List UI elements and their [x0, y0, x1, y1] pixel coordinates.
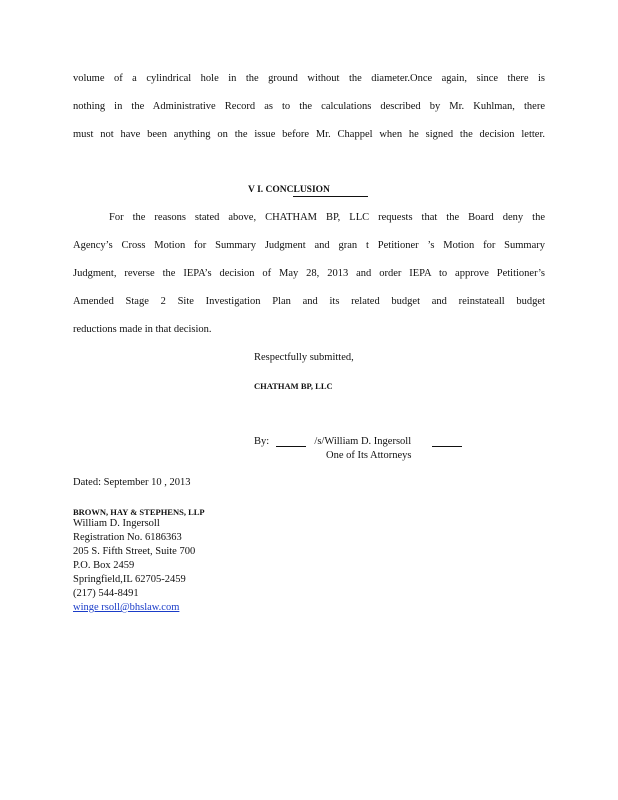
firm-line: Springfield,IL 62705-2459 [73, 574, 186, 585]
firm-name: BROWN, HAY & STEPHENS, LLP [73, 507, 205, 517]
signature-blank-right [432, 436, 462, 447]
signature-role: One of Its Attorneys [326, 450, 412, 461]
by-label: By: [254, 436, 270, 447]
firm-line: 205 S. Fifth Street, Suite 700 [73, 546, 196, 557]
section-heading [248, 185, 330, 195]
section-heading-text: V I. CONCLUSION [248, 185, 330, 195]
heading-underline [293, 196, 368, 197]
conclusion-line: Amended Stage 2 Site Investigation Plan and its related budget and reinstateall budget [73, 296, 545, 307]
firm-line: Registration No. 6186363 [73, 532, 182, 543]
signature-blank-left [276, 436, 306, 447]
body-line: volume of a cylindrical hole in the ground without the diameter.Once again, since there is [73, 73, 545, 84]
body-line: nothing in the Administrative Record as to the calculations described by Mr. Kuhlman, there [73, 101, 545, 112]
date-line: Dated: September 10 , 2013 [73, 477, 191, 488]
signature-party: CHATHAM BP, LLC [254, 381, 333, 391]
signer-name: /s/William D. Ingersoll [314, 436, 412, 447]
conclusion-line: For the reasons stated above, CHATHAM BP, LLC requests that the Board deny the [109, 212, 545, 223]
firm-line: William D. Ingersoll [73, 518, 160, 529]
conclusion-line: Agency’s Cross Motion for Summary Judgment and gran t Petitioner ’s Motion for Summary [73, 240, 545, 251]
signature-by-line [254, 436, 462, 447]
conclusion-line: reductions made in that decision. [73, 324, 212, 335]
firm-line: (217) 544-8491 [73, 588, 139, 599]
firm-line: P.O. Box 2459 [73, 560, 135, 571]
conclusion-line: Judgment, reverse the IEPA’s decision of May 28, 2013 and order IEPA to approve Petitioner’s [73, 268, 545, 279]
email-link[interactable]: winge rsoll@bhslaw.com [73, 602, 180, 613]
signature-closing: Respectfully submitted, [254, 352, 354, 363]
body-line: must not have been anything on the issue before Mr. Chappel when he signed the decision letter. [73, 129, 545, 140]
